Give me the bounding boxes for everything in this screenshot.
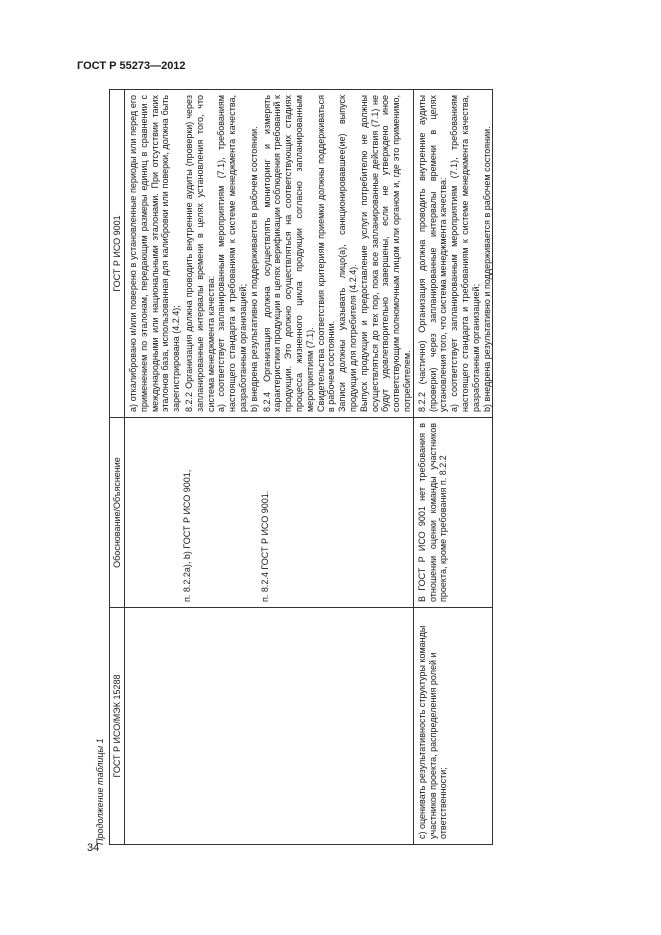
- table-row: [260, 90, 414, 845]
- table-row: [182, 90, 260, 845]
- cell-justification: [182, 418, 260, 608]
- cell-text: b) внедрена результативно и поддерживается в рабочем состоянии.: [248, 126, 259, 412]
- table-header-row: [110, 90, 125, 845]
- cell-text: 8.2.4 Организация должна осуществлять мониторинг и измерять характеристики продукции в целях верификации соблюдения требований к продукции. Это должно осуществляться на соответствующих стадиях процесса жизненного цикла продукции согласно запланированным мероприятиям (7.1).: [261, 95, 315, 412]
- cell-text: п. 8.2.2а), b) ГОСТ Р ИСО 9001,: [181, 469, 192, 602]
- cell-text: а) откалибровано и/или поверено в установленные периоды или перед его применением по эталонам, передающим размеры единиц в сравнении с международными или национальными эталонами. При отсутствии таких эталонов база, использованная для калибровки или поверки, должна быть зарегистрирована (4.2.4);: [128, 95, 182, 412]
- cell-text: а) соответствует запланированным мероприятиям (7.1), требованиям настоящего стандарта и требованиям к системе менеджмента качества, разработанным организацией;: [216, 95, 248, 412]
- cell-iso9001: [260, 90, 414, 418]
- cell-iso9001: [125, 90, 182, 418]
- cell-iso9001: [413, 90, 493, 418]
- cell-iso9001: [182, 90, 260, 418]
- cell-text: 8.2.2 (частично) Организация должна проводить внутренние аудиты (проверки) через запланированные интервалы времени в целях установления того, что система менеджмента качества:: [416, 95, 449, 412]
- column-header-iso15288: ГОСТ Р ИСО/МЭК 15288: [110, 608, 125, 845]
- cell-text: Выпуск продукции и предоставление услуги потребителю не должны осуществляться до тех пор, пока все запланированные действия (7.1) не будут удовлетворительно завершены, если не утверждено иное соответствующим полномочным лицом или органом и, где это применимо, потребителем.: [358, 95, 412, 412]
- page-number: 34: [87, 842, 100, 854]
- comparison-table: [109, 89, 493, 845]
- cell-text: В ГОСТ Р ИСО 9001 нет требования в отношении оценки команды участников проекта, кроме требования п. 8.2.2: [416, 423, 449, 602]
- cell-iso15288: [125, 608, 182, 845]
- table-row: [125, 90, 182, 845]
- cell-text: с) оценивать результативность структуры команды участников проекта, распределения ролей и ответственности;: [416, 625, 449, 839]
- cell-iso15288: [413, 608, 493, 845]
- cell-text: а) соответствует запланированным мероприятиям (7.1), требованиям настоящего стандарта и требованиям к системе менеджмента качества, разработанным организацией;: [449, 95, 481, 412]
- cell-justification: [413, 418, 493, 608]
- cell-justification: [125, 418, 182, 608]
- rotated-table-region: [91, 90, 626, 845]
- cell-text: п. 8.2.4 ГОСТ Р ИСО 9001.: [259, 490, 270, 602]
- cell-text: Записи должны указывать лицо(а), санкционировавшее(ие) выпуск продукции для потребителя (4.2.4).: [337, 95, 358, 412]
- table-row: [413, 90, 493, 845]
- cell-text: 8.2.2 Организация должна проводить внутренние аудиты (проверки) через запланированные интервалы времени в целях установления того, что система менеджмента качества:: [183, 95, 216, 412]
- cell-text: b) внедрена результативно и поддерживается в рабочем состоянии.: [481, 126, 492, 412]
- cell-text: Свидетельства соответствия критериям приемки должны поддерживаться в рабочем состоянии.: [315, 95, 337, 412]
- table-continuation-caption: Продолжение таблицы 1: [95, 738, 105, 845]
- cell-iso15288: [182, 608, 260, 845]
- cell-justification: [260, 418, 414, 608]
- column-header-justification: Обоснование/Объяснение: [110, 418, 125, 608]
- cell-iso15288: [260, 608, 414, 845]
- document-header: ГОСТ Р 55273—2012: [77, 60, 186, 72]
- column-header-iso9001: ГОСТ Р ИСО 9001: [110, 90, 125, 418]
